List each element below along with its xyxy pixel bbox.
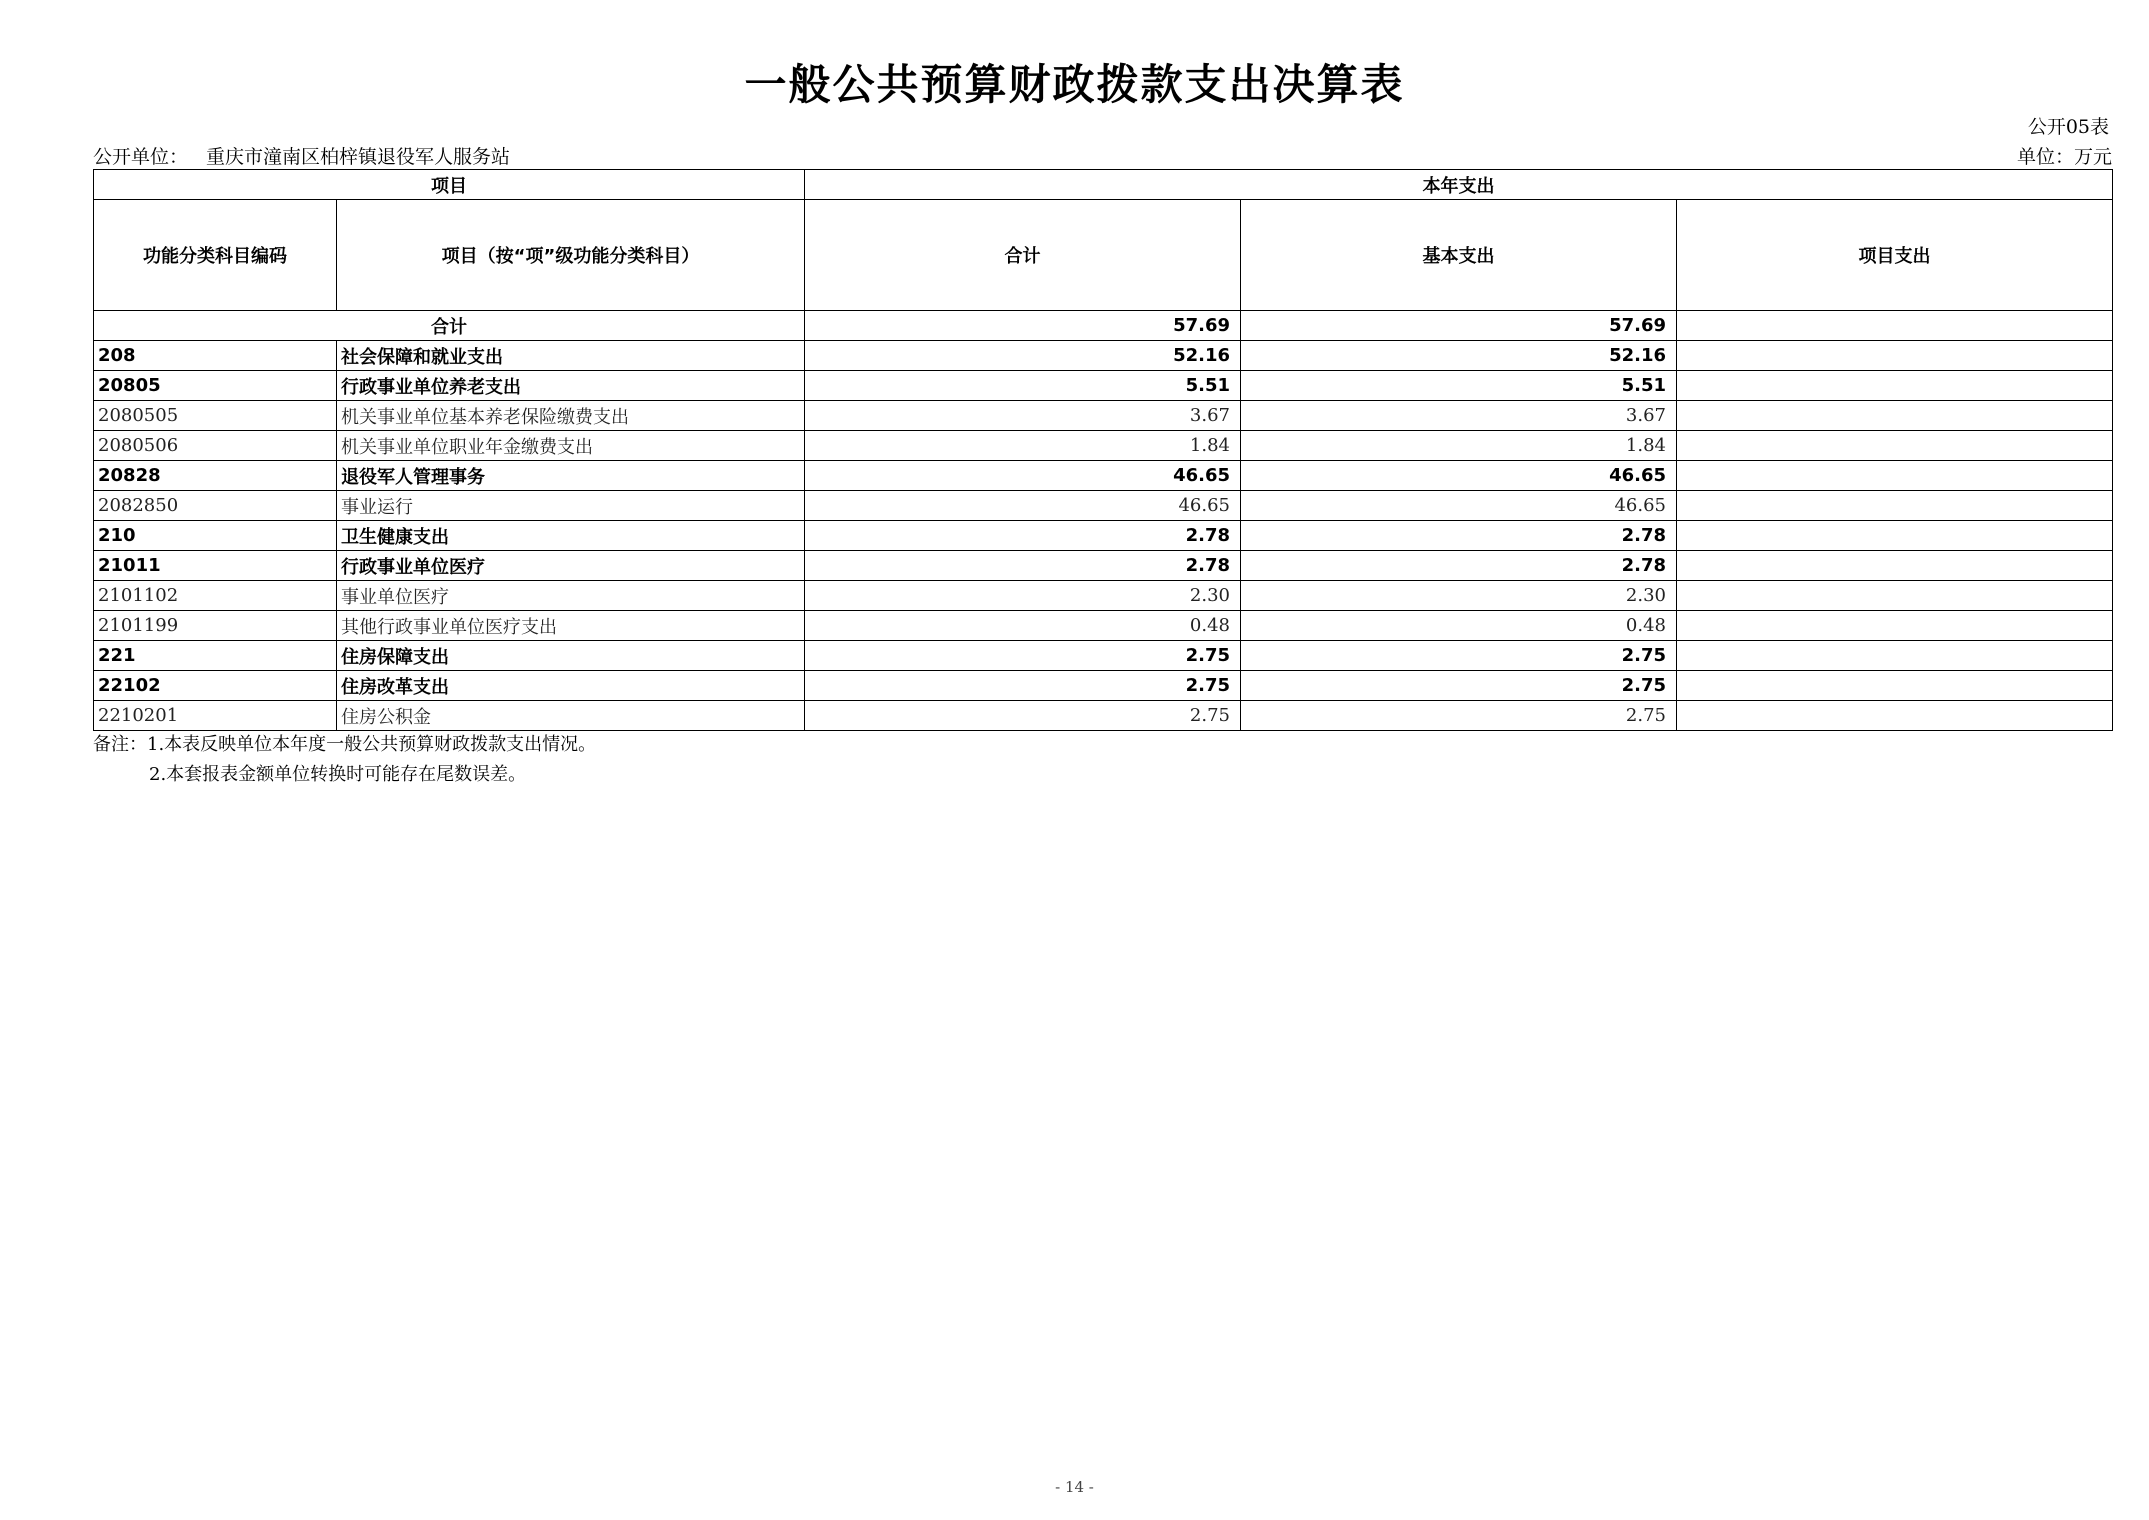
cell-project <box>1677 701 2113 731</box>
cell-project <box>1677 671 2113 701</box>
cell-total: 0.48 <box>805 611 1241 641</box>
cell-name: 住房改革支出 <box>337 671 805 701</box>
cell-code: 22102 <box>94 671 337 701</box>
cell-name: 行政事业单位养老支出 <box>337 371 805 401</box>
cell-code: 2080505 <box>94 401 337 431</box>
cell-code: 21011 <box>94 551 337 581</box>
header-name: 项目（按“项”级功能分类科目） <box>337 200 805 311</box>
total-basic: 57.69 <box>1241 311 1677 341</box>
cell-code: 2082850 <box>94 491 337 521</box>
cell-name: 事业单位医疗 <box>337 581 805 611</box>
cell-project <box>1677 641 2113 671</box>
header-basic: 基本支出 <box>1241 200 1677 311</box>
table-row <box>94 341 2113 371</box>
cell-total: 2.75 <box>805 641 1241 671</box>
total-project <box>1677 311 2113 341</box>
cell-total: 1.84 <box>805 431 1241 461</box>
note-2: 2.本套报表金额单位转换时可能存在尾数误差。 <box>149 764 527 785</box>
cell-basic: 0.48 <box>1241 611 1677 641</box>
header-project-group: 项目 <box>94 170 805 200</box>
cell-total: 5.51 <box>805 371 1241 401</box>
table-row <box>94 491 2113 521</box>
reporting-unit <box>93 142 510 169</box>
cell-project <box>1677 371 2113 401</box>
cell-total: 2.75 <box>805 671 1241 701</box>
cell-total: 2.78 <box>805 551 1241 581</box>
cell-name: 退役军人管理事务 <box>337 461 805 491</box>
table-row <box>94 581 2113 611</box>
table-row <box>94 371 2113 401</box>
page-title: 一般公共预算财政拨款支出决算表 <box>744 60 1405 109</box>
cell-project <box>1677 461 2113 491</box>
cell-project <box>1677 401 2113 431</box>
reporting-unit-name: 重庆市潼南区柏梓镇退役军人服务站 <box>206 146 511 168</box>
cell-basic: 2.78 <box>1241 551 1677 581</box>
cell-name: 社会保障和就业支出 <box>337 341 805 371</box>
cell-name: 卫生健康支出 <box>337 521 805 551</box>
cell-code: 221 <box>94 641 337 671</box>
cell-code: 210 <box>94 521 337 551</box>
notes <box>93 730 596 790</box>
cell-code: 2101199 <box>94 611 337 641</box>
cell-total: 2.30 <box>805 581 1241 611</box>
cell-total: 2.75 <box>805 701 1241 731</box>
cell-name: 行政事业单位医疗 <box>337 551 805 581</box>
currency-unit: 单位：万元 <box>2016 146 2112 168</box>
table-row <box>94 431 2113 461</box>
cell-basic: 46.65 <box>1241 491 1677 521</box>
table-row <box>94 701 2113 731</box>
cell-project <box>1677 341 2113 371</box>
page-number: - 14 - <box>1055 1478 1094 1496</box>
cell-basic: 2.30 <box>1241 581 1677 611</box>
cell-project <box>1677 491 2113 521</box>
expenditure-table <box>93 169 2113 731</box>
table-row <box>94 671 2113 701</box>
cell-name: 其他行政事业单位医疗支出 <box>337 611 805 641</box>
cell-code: 208 <box>94 341 337 371</box>
cell-basic: 2.78 <box>1241 521 1677 551</box>
cell-code: 2080506 <box>94 431 337 461</box>
reporting-unit-label: 公开单位： <box>93 146 189 168</box>
table-row <box>94 641 2113 671</box>
cell-project <box>1677 431 2113 461</box>
header-total: 合计 <box>805 200 1241 311</box>
cell-total: 2.78 <box>805 521 1241 551</box>
cell-name: 机关事业单位职业年金缴费支出 <box>337 431 805 461</box>
cell-project <box>1677 551 2113 581</box>
cell-total: 46.65 <box>805 491 1241 521</box>
cell-basic: 2.75 <box>1241 641 1677 671</box>
cell-project <box>1677 521 2113 551</box>
total-amount: 57.69 <box>805 311 1241 341</box>
cell-basic: 1.84 <box>1241 431 1677 461</box>
cell-name: 机关事业单位基本养老保险缴费支出 <box>337 401 805 431</box>
table-row <box>94 401 2113 431</box>
cell-total: 46.65 <box>805 461 1241 491</box>
cell-total: 3.67 <box>805 401 1241 431</box>
cell-name: 住房公积金 <box>337 701 805 731</box>
cell-basic: 2.75 <box>1241 701 1677 731</box>
cell-code: 20805 <box>94 371 337 401</box>
cell-basic: 46.65 <box>1241 461 1677 491</box>
header-year-group: 本年支出 <box>805 170 2113 200</box>
header-column-row <box>94 200 2113 311</box>
cell-basic: 52.16 <box>1241 341 1677 371</box>
table-number: 公开05表 <box>2027 116 2109 138</box>
total-label: 合计 <box>94 311 805 341</box>
cell-name: 住房保障支出 <box>337 641 805 671</box>
table-row <box>94 461 2113 491</box>
cell-project <box>1677 581 2113 611</box>
cell-code: 2210201 <box>94 701 337 731</box>
header-project: 项目支出 <box>1677 200 2113 311</box>
table-row <box>94 611 2113 641</box>
cell-project <box>1677 611 2113 641</box>
cell-basic: 3.67 <box>1241 401 1677 431</box>
header-group-row <box>94 170 2113 200</box>
cell-total: 52.16 <box>805 341 1241 371</box>
cell-basic: 2.75 <box>1241 671 1677 701</box>
cell-basic: 5.51 <box>1241 371 1677 401</box>
header-code: 功能分类科目编码 <box>94 200 337 311</box>
cell-code: 2101102 <box>94 581 337 611</box>
table-row <box>94 551 2113 581</box>
cell-code: 20828 <box>94 461 337 491</box>
cell-name: 事业运行 <box>337 491 805 521</box>
total-row <box>94 311 2113 341</box>
table-row <box>94 521 2113 551</box>
note-1: 备注：1.本表反映单位本年度一般公共预算财政拨款支出情况。 <box>93 734 597 755</box>
